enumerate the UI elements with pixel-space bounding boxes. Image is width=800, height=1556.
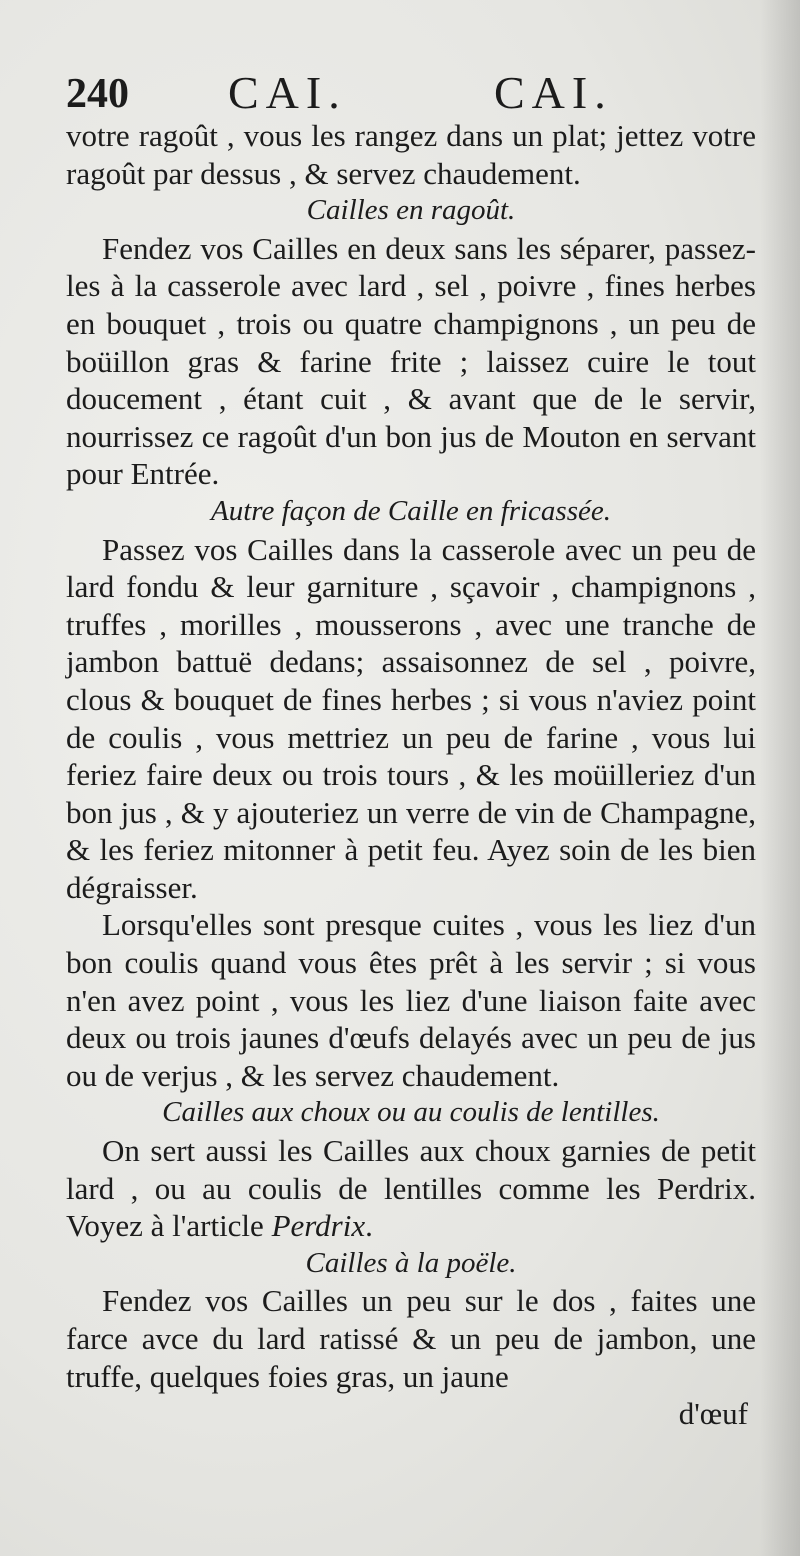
- paragraph: Passez vos Cailles dans la casserole avec un peu de lard fondu & leur garniture , sçavoir , champignons , truffes , morilles , mousserons , avec une tranche de jambon battuë dedans; assaisonnez de sel , poivre, clous & bouquet de fines herbes ; si vous n'aviez point de coulis , vous mettriez un peu de farine , vous lui feriez faire deux ou trois tours , & les moüilleriez d'un bon jus , & y ajouteriez un verre de vin de Champagne, & les feriez mitonner à petit feu. Ayez soin de les bien dégraisser.: [66, 531, 756, 905]
- page-body: [66, 117, 756, 1433]
- section-heading: Cailles en ragoût.: [306, 194, 516, 227]
- cross-reference: Perdrix: [271, 1208, 366, 1244]
- paragraph: Fendez vos Cailles en deux sans les séparer, passez-les à la casserole avec lard , sel , poivre , fines herbes en bouquet , trois ou quatre champignons , un peu de boüillon gras & farine frite ; laissez cuire le tout doucement , étant cuit , & avant que de le servir, nourrissez ce ragoût d'un bon jus de Mouton en servant pour Entrée.: [66, 230, 756, 492]
- paragraph: [66, 1132, 756, 1245]
- catchword: d'œuf: [678, 1396, 748, 1432]
- paragraph-continuation: votre ragoût , vous les rangez dans un plat; jettez votre ragoût par dessus , & servez chaudement.: [66, 118, 756, 191]
- paragraph: Fendez vos Cailles un peu sur le dos , faites une farce avce du lard ratissé & un peu de jambon, une truffe, quelques foies gras, un jaune: [66, 1283, 756, 1394]
- page-edge-shadow: [760, 0, 800, 1556]
- section-heading: Cailles à la poële.: [305, 1246, 517, 1279]
- section-heading: Cailles aux choux ou au coulis de lentilles.: [162, 1096, 660, 1129]
- running-head-right: CAI.: [494, 67, 613, 118]
- paragraph-text-end: .: [365, 1208, 373, 1244]
- running-head-left: CAI.: [228, 67, 347, 118]
- section-heading: Autre façon de Caille en fricassée.: [211, 494, 611, 527]
- page-header: [66, 62, 746, 122]
- paragraph: Lorsqu'elles sont presque cuites , vous les liez d'un bon coulis quand vous êtes prêt à les servir ; si vous n'en avez point , vous les liez d'une liaison faite avec deux ou trois jaunes d'œufs delayés avec un peu de jus ou de verjus , & les servez chaudement.: [66, 907, 756, 1093]
- page-number: 240: [66, 71, 129, 117]
- paragraph-text: On sert aussi les Cailles aux choux garnies de petit lard , ou au coulis de lentilles comme les Perdrix. Voyez à l'article: [66, 1133, 756, 1244]
